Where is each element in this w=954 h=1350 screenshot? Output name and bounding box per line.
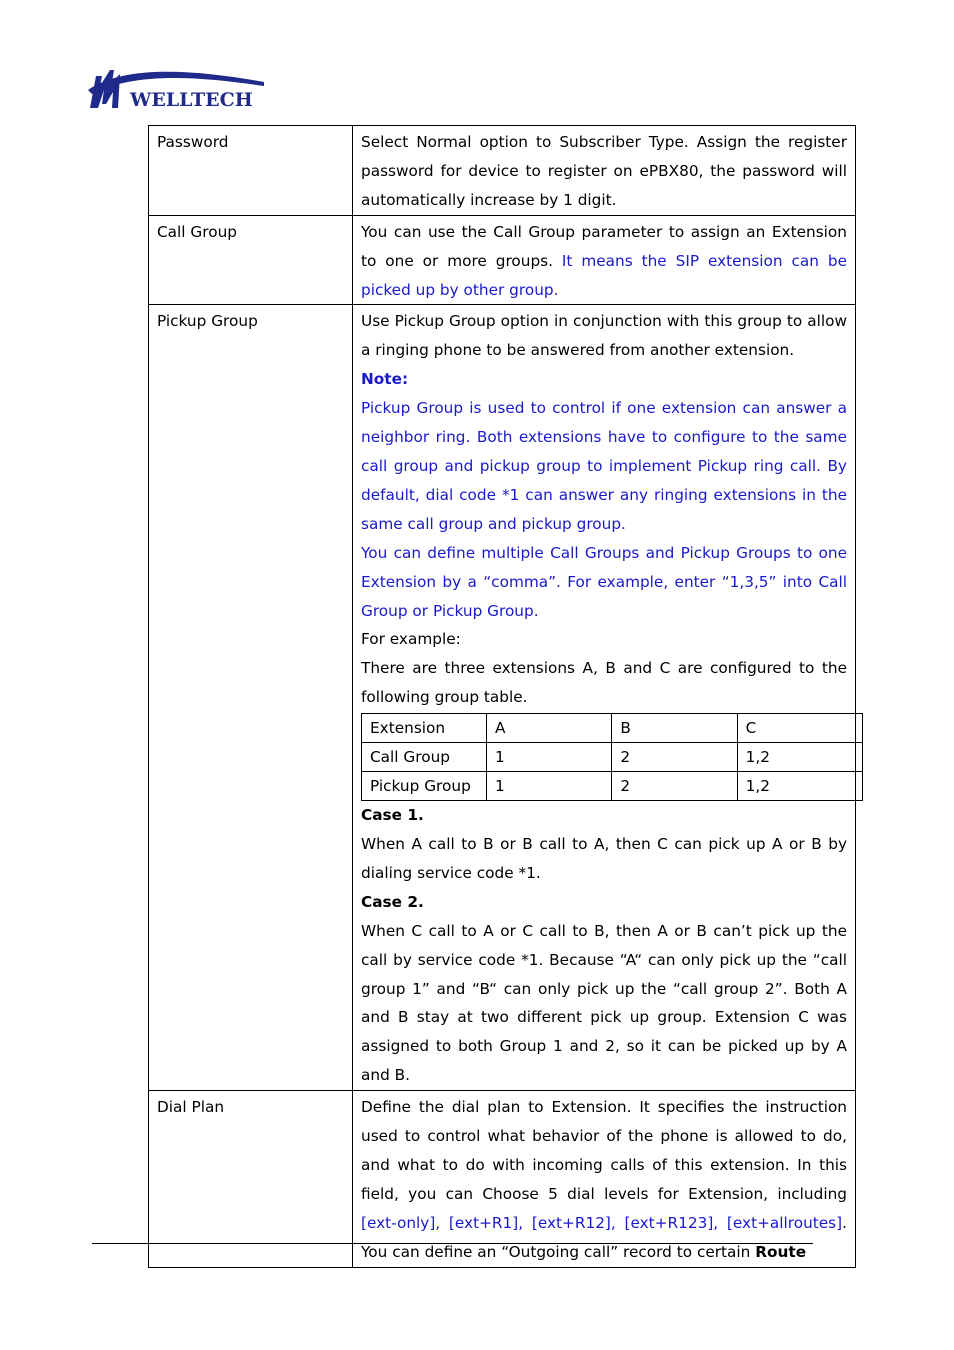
row-label: Call Group — [149, 215, 353, 305]
text-run: For example: — [361, 630, 461, 649]
description-paragraph — [361, 218, 847, 305]
row-description — [353, 1091, 856, 1267]
text-run: When C call to A or C call to B, then A or B can’t pick up the call by service code *1. Because “A“ can only pick up the “call group 1” and “B“ can only pick up the “call group 2”. Both A and B stay at two different pick up group. Extension C was assigned to both Group 1 and 2, so it can be picked up by A and B. — [361, 921, 847, 1085]
group-table-cell: 1 — [487, 772, 612, 801]
text-run: Note: — [361, 370, 409, 389]
group-table — [361, 713, 863, 801]
footer-rule — [92, 1243, 813, 1244]
case-heading — [361, 801, 847, 830]
note-paragraph — [361, 539, 847, 626]
group-table-row — [362, 772, 863, 801]
text-run: Route — [755, 1242, 807, 1261]
group-table-cell: A — [487, 714, 612, 743]
case-heading — [361, 888, 847, 917]
text-run: You can define multiple Call Groups and Pickup Groups to one Extension by a “comma”. For example, enter “1,3,5” into Call Group or Pickup Group. — [361, 543, 847, 620]
row-pickup-group — [149, 305, 856, 1091]
group-table-cell: 2 — [612, 772, 737, 801]
group-table-row — [362, 743, 863, 772]
group-table-cell: 1,2 — [737, 772, 862, 801]
row-label: Password — [149, 126, 353, 216]
group-table-cell: Pickup Group — [362, 772, 487, 801]
text-run: Pickup Group is used to control if one extension can answer a neighbor ring. Both extensions have to configure to the same call group and pickup group to implement Pickup ring call. By default, dial code *1 can answer any ringing extensions in the same call group and pickup group. — [361, 399, 847, 533]
text-run: Define the dial plan to Extension. It specifies the instruction used to control what behavior of the phone is allowed to do, and what to do with incoming calls of this extension. In this field, you can Choose 5 dial levels for Extension, including — [361, 1098, 847, 1203]
text-run: Select Normal option to Subscriber Type. Assign the register password for device to register on ePBX80, the password will automatically increase by 1 digit. — [361, 133, 847, 209]
row-description — [353, 126, 856, 216]
group-table-cell: B — [612, 714, 737, 743]
welltech-logo — [88, 66, 268, 110]
row-call-group — [149, 215, 856, 305]
logo-text: WELLTECH — [130, 89, 253, 110]
group-table-row — [362, 714, 863, 743]
description-paragraph — [361, 654, 847, 712]
description-paragraph — [361, 128, 847, 215]
row-description — [353, 305, 856, 1091]
text-run: There are three extensions A, B and C are configured to the following group table. — [361, 659, 847, 707]
text-run: Use Pickup Group option in conjunction with this group to allow a ringing phone to be answered from another extension. — [361, 312, 847, 360]
case-paragraph — [361, 830, 847, 888]
group-table-cell: 1,2 — [737, 743, 862, 772]
group-table-cell: 2 — [612, 743, 737, 772]
description-paragraph — [361, 307, 847, 365]
text-run: When A call to B or B call to A, then C can pick up A or B by dialing service code *1. — [361, 835, 847, 882]
note-paragraph — [361, 394, 847, 539]
group-table-cell: Call Group — [362, 743, 487, 772]
group-table-cell: 1 — [487, 743, 612, 772]
text-run: It means the SIP extension can be picked up by other group. — [361, 251, 847, 299]
row-label: Pickup Group — [149, 305, 353, 1091]
row-description — [353, 215, 856, 305]
row-dial-plan — [149, 1091, 856, 1267]
text-run: [ext-only], [ext+R1], [ext+R12], [ext+R123], [ext+allroutes] — [361, 1213, 843, 1232]
text-run: . You can define an “Outgoing call” record to certain — [361, 1213, 847, 1261]
description-paragraph — [361, 625, 847, 654]
note-heading — [361, 365, 847, 394]
settings-table — [148, 125, 856, 1268]
group-table-cell: C — [737, 714, 862, 743]
group-table-cell: Extension — [362, 714, 487, 743]
text-run: You can use the Call Group parameter to assign an Extension to one or more groups. — [361, 222, 847, 270]
row-label: Dial Plan — [149, 1091, 353, 1267]
description-paragraph — [361, 1093, 847, 1266]
row-password — [149, 126, 856, 216]
case-paragraph — [361, 917, 847, 1090]
text-run: Case 2. — [361, 892, 424, 911]
text-run: Case 1. — [361, 806, 424, 825]
